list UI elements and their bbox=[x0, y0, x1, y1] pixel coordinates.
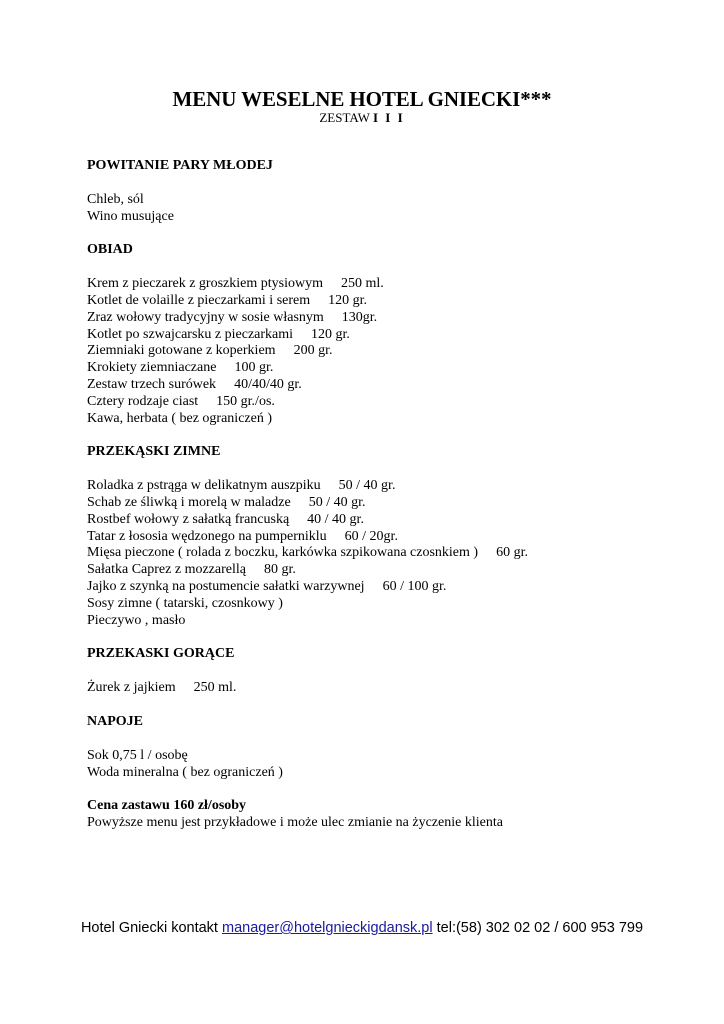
footer-contact bbox=[0, 918, 724, 938]
list-item: Zraz wołowy tradycyjny w sosie własnym 130gr. bbox=[87, 309, 378, 325]
list-item: Żurek z jajkiem 250 ml. bbox=[87, 680, 237, 696]
list-item: Kotlet de volaille z pieczarkami i serem 120 gr. bbox=[87, 292, 368, 308]
item-quantity: 60 gr. bbox=[496, 545, 528, 561]
list-item: Krokiety ziemniaczane 100 gr. bbox=[87, 360, 274, 376]
item-quantity: 250 ml. bbox=[340, 276, 384, 292]
item-quantity: 120 gr. bbox=[328, 292, 368, 308]
list-item: Roladka z pstrąga w delikatnym auszpiku 50 / 40 gr. bbox=[87, 478, 396, 494]
list-item: Tatar z łososia wędzonego na pumperniklu 60 / 20gr. bbox=[87, 528, 398, 544]
list-item: Chleb, sól bbox=[87, 191, 144, 207]
item-quantity: 60 / 20gr. bbox=[344, 528, 398, 544]
set-subtitle bbox=[0, 110, 724, 126]
list-item: Krem z pieczarek z groszkiem ptysiowym 250 ml. bbox=[87, 276, 384, 292]
set-label: ZESTAW bbox=[319, 110, 370, 125]
list-item: Kotlet po szwajcarsku z pieczarkami 120 gr. bbox=[87, 326, 350, 342]
drinks-items bbox=[87, 748, 687, 782]
item-quantity: 60 / 100 gr. bbox=[382, 578, 447, 594]
list-item: Sałatka Caprez z mozzarellą 80 gr. bbox=[87, 562, 296, 578]
list-item: Sok 0,75 l / osobę bbox=[87, 747, 188, 763]
item-quantity: 150 gr./os. bbox=[216, 393, 275, 409]
section-dinner bbox=[87, 242, 687, 427]
dinner-items bbox=[87, 276, 687, 427]
item-quantity: 50 / 40 gr. bbox=[308, 494, 366, 510]
section-heading-drinks: NAPOJE bbox=[87, 713, 143, 729]
list-item: Schab ze śliwką i morelą w maladze 50 / 40 gr. bbox=[87, 494, 366, 510]
list-item: Sosy zimne ( tatarski, czosnkowy ) bbox=[87, 595, 283, 611]
list-item: Pieczywo , masło bbox=[87, 612, 186, 628]
list-item: Mięsa pieczone ( rolada z boczku, karkówka szpikowana czosnkiem ) 60 gr. bbox=[87, 545, 528, 561]
welcome-items bbox=[87, 192, 687, 226]
cold-snacks-items bbox=[87, 478, 687, 629]
section-drinks bbox=[87, 714, 687, 781]
item-quantity: 250 ml. bbox=[193, 680, 237, 696]
section-heading-cold-snacks: PRZEKĄSKI ZIMNE bbox=[87, 444, 221, 460]
list-item: Kawa, herbata ( bez ograniczeń ) bbox=[87, 410, 273, 426]
menu-content bbox=[87, 158, 687, 832]
pricing-block bbox=[87, 798, 687, 832]
menu-note: Powyższe menu jest przykładowe i może ulec zmianie na życzenie klienta bbox=[87, 815, 503, 831]
section-hot-snacks bbox=[87, 646, 687, 697]
email-link[interactable]: manager@hotelgnieckigdansk.pl bbox=[222, 920, 433, 936]
item-quantity: 80 gr. bbox=[263, 562, 296, 578]
set-number: I I I bbox=[372, 110, 405, 125]
hot-snacks-items bbox=[87, 680, 687, 697]
item-quantity: 130gr. bbox=[341, 309, 378, 325]
footer-phone: tel:(58) 302 02 02 / 600 953 799 bbox=[436, 920, 644, 936]
set-price: Cena zastawu 160 zł/osoby bbox=[87, 798, 247, 814]
section-heading-hot-snacks: PRZEKASKI GORĄCE bbox=[87, 646, 235, 662]
section-heading-dinner: OBIAD bbox=[87, 242, 133, 258]
item-quantity: 40/40/40 gr. bbox=[234, 376, 302, 392]
item-quantity: 50 / 40 gr. bbox=[338, 478, 396, 494]
item-quantity: 120 gr. bbox=[311, 326, 350, 342]
item-quantity: 200 gr. bbox=[293, 343, 333, 359]
list-item: Woda mineralna ( bez ograniczeń ) bbox=[87, 764, 283, 780]
list-item: Cztery rodzaje ciast 150 gr./os. bbox=[87, 393, 275, 409]
list-item: Jajko z szynką na postumencie sałatki warzywnej 60 / 100 gr. bbox=[87, 578, 447, 594]
page-title: MENU WESELNE HOTEL GNIECKI*** bbox=[172, 87, 552, 111]
list-item: Wino musujące bbox=[87, 208, 174, 224]
section-heading-welcome: POWITANIE PARY MŁODEJ bbox=[87, 158, 273, 173]
list-item: Zestaw trzech surówek 40/40/40 gr. bbox=[87, 376, 302, 392]
footer-label: Hotel Gniecki kontakt bbox=[80, 920, 218, 936]
list-item: Ziemniaki gotowane z koperkiem 200 gr. bbox=[87, 343, 333, 359]
section-welcome bbox=[87, 158, 687, 225]
item-quantity: 100 gr. bbox=[234, 360, 274, 376]
section-cold-snacks bbox=[87, 444, 687, 629]
list-item: Rostbef wołowy z sałatką francuską 40 / 40 gr. bbox=[87, 511, 364, 527]
item-quantity: 40 / 40 gr. bbox=[307, 511, 364, 527]
